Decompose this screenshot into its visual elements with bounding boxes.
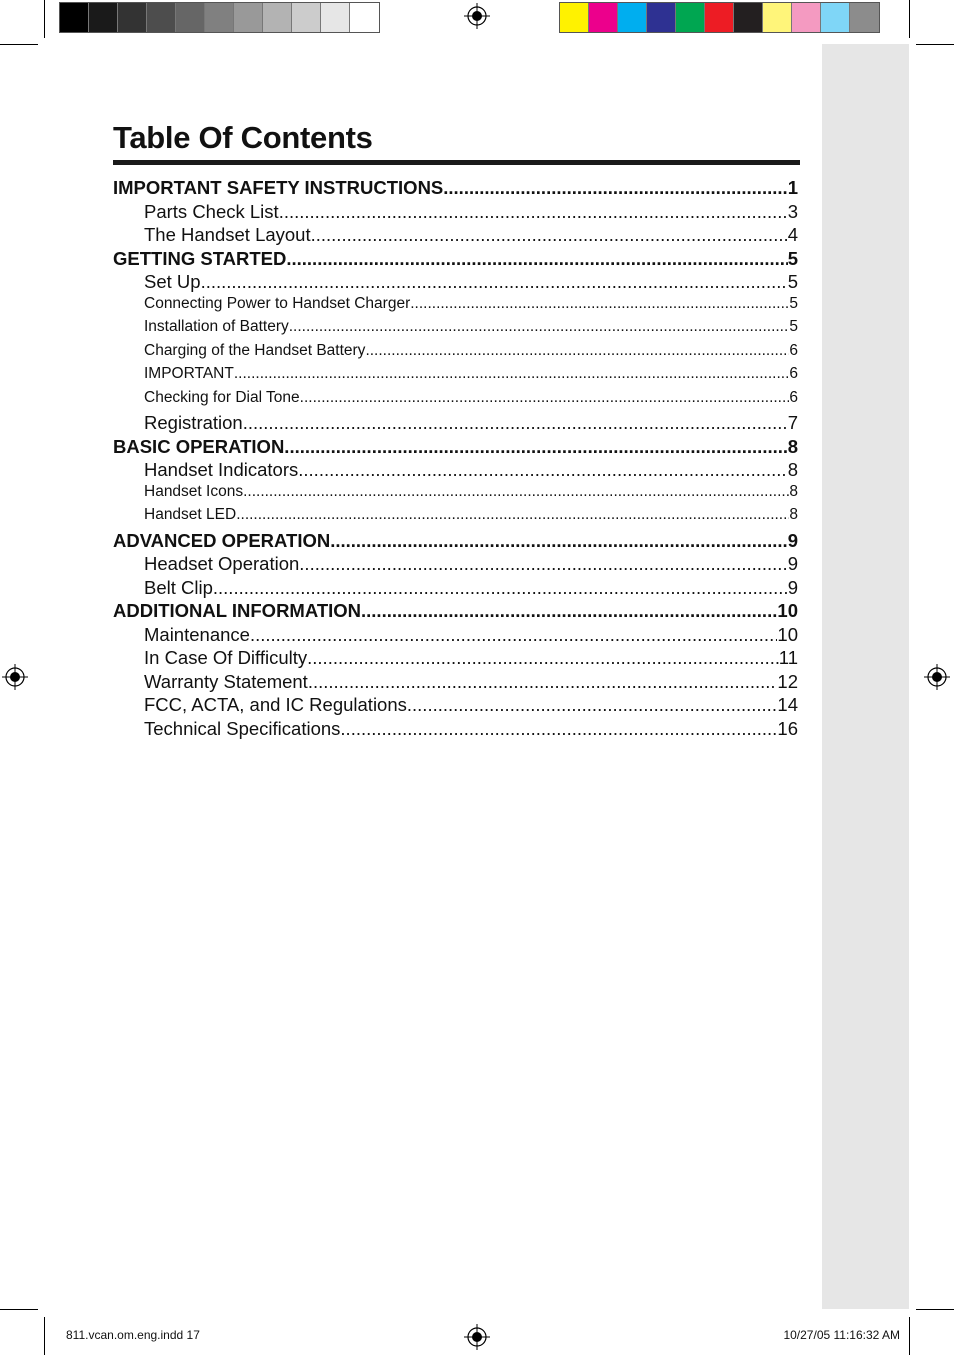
toc-entry-label: ADVANCED OPERATION (113, 529, 331, 551)
toc-entry-page: 5 (787, 271, 798, 292)
toc-leader-dots (311, 224, 788, 246)
crop-mark (909, 0, 910, 38)
toc-entry-label: Parts Check List (144, 200, 279, 222)
toc-leader-dots (361, 600, 777, 622)
color-swatch (705, 3, 734, 32)
toc-entry-label: Handset Indicators (144, 459, 299, 480)
toc-entry-label: In Case Of Difficulty (144, 647, 308, 668)
toc-entry[interactable] (113, 553, 798, 577)
toc-entry-label: Installation of Battery (144, 318, 289, 335)
toc-entry[interactable] (113, 295, 798, 319)
toc-entry-page: 10 (777, 600, 798, 621)
footer-timestamp: 10/27/05 11:16:32 AM (783, 1328, 900, 1342)
toc-entry[interactable] (113, 459, 798, 483)
toc-entry-page: 5 (789, 318, 798, 335)
toc-entry[interactable] (113, 271, 798, 295)
toc-entry-page: 8 (787, 435, 798, 457)
toc-entry[interactable] (113, 248, 798, 272)
toc-entry-label: Handset LED (144, 506, 237, 523)
toc-entry[interactable] (113, 577, 798, 601)
toc-entry[interactable] (113, 389, 798, 413)
color-swatch (321, 3, 350, 32)
color-swatch (763, 3, 792, 32)
crop-mark (44, 1317, 45, 1355)
crop-mark (0, 44, 38, 45)
side-tab-band (822, 44, 909, 1309)
toc-leader-dots (300, 389, 790, 407)
toc-entry-label: Charging of the Handset Battery (144, 341, 366, 359)
toc-entry-page: 6 (789, 341, 798, 359)
toc-entry-page: 7 (787, 412, 798, 433)
toc-leader-dots (213, 577, 788, 599)
toc-entry[interactable] (113, 483, 798, 507)
toc-leader-dots (289, 436, 787, 458)
toc-entry-page: 16 (777, 717, 798, 739)
toc-entry[interactable] (113, 600, 798, 624)
toc-entry-page: 10 (777, 623, 798, 645)
toc-entry-label: IMPORTANT (144, 365, 234, 382)
toc-entry[interactable] (113, 694, 798, 718)
toc-entry-label: Warranty Statement (144, 670, 308, 692)
toc-entry-label: BASIC OPERATION. (113, 435, 290, 457)
crop-mark (909, 1317, 910, 1355)
crop-mark (44, 0, 45, 38)
toc-leader-dots (330, 530, 787, 552)
color-swatch (89, 3, 118, 32)
title-rule (113, 160, 800, 165)
toc-entry-page: 8 (789, 506, 798, 523)
toc-entry-page: 11 (778, 647, 798, 668)
toc-entry-label: Technical Specifications (144, 717, 341, 739)
toc-entry-label: Connecting Power to Handset Charger (144, 294, 411, 312)
color-swatch (60, 3, 89, 32)
toc-leader-dots (365, 342, 789, 360)
toc-leader-dots (286, 248, 787, 270)
toc-entry[interactable] (113, 224, 798, 248)
toc-leader-dots (243, 483, 789, 501)
color-swatch (821, 3, 850, 32)
color-swatch (118, 3, 147, 32)
color-swatch (676, 3, 705, 32)
color-swatch (618, 3, 647, 32)
toc-entry[interactable] (113, 506, 798, 530)
registration-mark-icon (464, 1324, 490, 1350)
toc-leader-dots (340, 718, 777, 740)
toc-leader-dots (279, 201, 788, 223)
toc-entry-label: Registration (144, 412, 243, 433)
table-of-contents (113, 177, 798, 741)
color-swatch (205, 3, 234, 32)
toc-entry-page: 5 (787, 247, 798, 269)
toc-entry-page: 6 (789, 365, 798, 382)
toc-entry-label: Set Up (144, 271, 201, 292)
color-swatch (263, 3, 292, 32)
grayscale-swatch-bar (59, 2, 380, 33)
toc-entry[interactable] (113, 530, 798, 554)
toc-entry-page: 9 (787, 553, 798, 574)
color-swatch-bar (559, 2, 880, 33)
toc-entry-page: 14 (777, 694, 798, 715)
toc-leader-dots (234, 365, 790, 383)
page-title: Table Of Contents (113, 120, 373, 155)
toc-entry-page: 8 (787, 459, 798, 480)
color-swatch (147, 3, 176, 32)
crop-mark (0, 1309, 38, 1310)
toc-entry[interactable] (113, 365, 798, 389)
toc-entry-page: 8 (789, 482, 798, 500)
color-swatch (350, 3, 379, 32)
color-swatch (792, 3, 821, 32)
toc-entry-page: 9 (787, 576, 798, 598)
toc-entry[interactable] (113, 201, 798, 225)
toc-entry[interactable] (113, 671, 798, 695)
footer-filename: 811.vcan.om.eng.indd 17 (66, 1328, 200, 1342)
toc-leader-dots (308, 671, 778, 693)
toc-entry-label: GETTING STARTED (113, 247, 287, 269)
color-swatch (734, 3, 763, 32)
toc-entry-label: Handset Icons (144, 482, 244, 500)
toc-leader-dots (250, 624, 777, 646)
toc-entry-label: ADDITIONAL INFORMATION (113, 600, 362, 621)
toc-entry[interactable] (113, 318, 798, 342)
crop-mark (916, 1309, 954, 1310)
toc-entry[interactable] (113, 412, 798, 436)
toc-entry-page: 3 (787, 200, 798, 222)
toc-leader-dots (407, 694, 778, 716)
toc-leader-dots (443, 177, 787, 199)
registration-mark-icon (464, 3, 490, 29)
toc-entry[interactable] (113, 624, 798, 648)
toc-entry[interactable] (113, 718, 798, 742)
toc-leader-dots (307, 647, 779, 669)
toc-entry-label: Belt Clip (144, 576, 213, 598)
toc-leader-dots (243, 412, 788, 434)
color-swatch (647, 3, 676, 32)
toc-entry-page: 5 (789, 294, 798, 312)
toc-entry-label: Headset Operation (144, 553, 300, 574)
toc-entry[interactable] (113, 177, 798, 201)
toc-entry[interactable] (113, 342, 798, 366)
toc-leader-dots (289, 318, 790, 336)
color-swatch (589, 3, 618, 32)
toc-entry-label: Checking for Dial Tone (144, 388, 300, 406)
toc-entry-page: 4 (787, 224, 798, 245)
toc-entry-label: IMPORTANT SAFETY INSTRUCTIONS (113, 177, 444, 198)
color-swatch (850, 3, 879, 32)
color-swatch (234, 3, 263, 32)
crop-mark (916, 44, 954, 45)
registration-mark-icon (2, 664, 28, 690)
toc-leader-dots (410, 295, 789, 313)
registration-mark-icon (924, 664, 950, 690)
toc-entry[interactable] (113, 647, 798, 671)
toc-leader-dots (236, 506, 789, 524)
toc-entry-page: 1 (787, 177, 798, 198)
toc-entry[interactable] (113, 436, 798, 460)
toc-entry-label: Maintenance (144, 623, 250, 645)
toc-entry-page: 6 (789, 388, 798, 406)
toc-leader-dots (201, 271, 788, 293)
color-swatch (176, 3, 205, 32)
toc-entry-label: FCC, ACTA, and IC Regulations (144, 694, 407, 715)
toc-entry-page: 12 (777, 670, 798, 692)
toc-entry-label: The Handset Layout (144, 224, 311, 245)
color-swatch (560, 3, 589, 32)
toc-entry-page: 9 (787, 529, 798, 551)
toc-leader-dots (298, 459, 787, 481)
toc-leader-dots (299, 553, 787, 575)
color-swatch (292, 3, 321, 32)
